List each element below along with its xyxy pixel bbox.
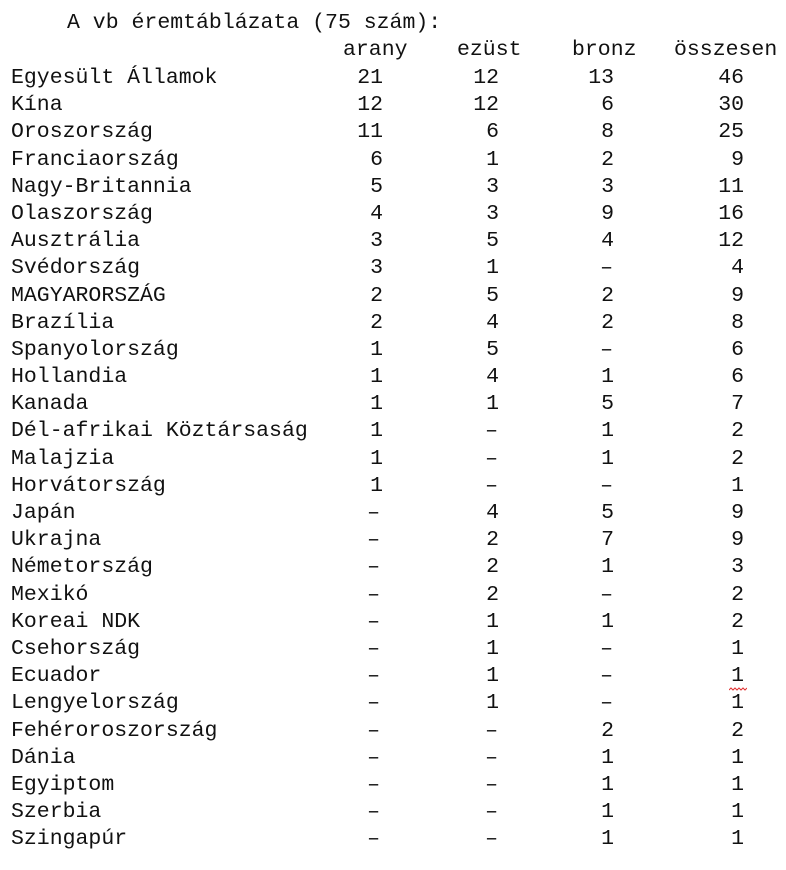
gold-count: –: [367, 745, 380, 770]
bronze-count: –: [600, 337, 613, 362]
table-row: [0, 527, 786, 554]
silver-count: –: [485, 446, 498, 471]
gold-count: 2: [370, 283, 383, 308]
table-row: [0, 228, 786, 255]
country-name: Mexikó: [11, 582, 89, 607]
country-name: Dánia: [11, 745, 76, 770]
table-row: [0, 255, 786, 282]
document-title: A vb éremtáblázata (75 szám):: [67, 11, 442, 35]
country-name: Dél-afrikai Köztársaság: [11, 419, 308, 444]
country-name: Horvátország: [11, 473, 166, 498]
gold-count: 21: [357, 66, 383, 90]
country-name: Japán: [11, 501, 76, 525]
total-count: 16: [718, 201, 744, 226]
country-name: Németország: [11, 555, 153, 580]
silver-count: –: [485, 419, 498, 444]
bronze-count: –: [600, 636, 613, 661]
total-count: 2: [731, 446, 744, 471]
bronze-count: –: [600, 256, 613, 281]
gold-count: 1: [370, 337, 383, 362]
bronze-count: 5: [601, 501, 614, 525]
silver-count: 6: [486, 120, 499, 145]
country-name: MAGYARORSZÁG: [11, 283, 166, 308]
table-row: [0, 609, 786, 636]
silver-count: 5: [486, 229, 499, 254]
table-row: [0, 337, 786, 364]
table-row: [0, 65, 786, 92]
silver-count: 1: [486, 609, 499, 634]
bronze-count: –: [600, 473, 613, 498]
total-count: 30: [718, 93, 744, 118]
silver-count: –: [485, 745, 498, 770]
table-row: [0, 446, 786, 473]
silver-count: –: [485, 827, 498, 852]
silver-count: 1: [486, 664, 499, 689]
gold-count: 3: [370, 229, 383, 254]
silver-count: 3: [486, 174, 499, 199]
country-name: Kína: [11, 93, 63, 118]
gold-count: 4: [370, 201, 383, 226]
gold-count: –: [367, 528, 380, 553]
gold-count: –: [367, 555, 380, 580]
silver-count: 1: [486, 256, 499, 281]
silver-count: –: [485, 772, 498, 797]
table-row: [0, 418, 786, 445]
bronze-count: 1: [601, 772, 614, 797]
country-name: Svédország: [11, 256, 141, 281]
total-count: 25: [718, 120, 744, 145]
country-name: Hollandia: [11, 365, 128, 390]
gold-count: 3: [370, 256, 383, 281]
table-row: [0, 690, 786, 717]
gold-count: 1: [370, 365, 383, 390]
silver-count: 4: [486, 365, 499, 390]
gold-count: 1: [370, 446, 383, 471]
total-count: 1: [731, 772, 744, 797]
table-row: [0, 745, 786, 772]
total-count: 46: [718, 66, 744, 90]
country-name: Spanyolország: [11, 337, 179, 362]
total-count: 2: [731, 582, 744, 607]
silver-count: 4: [486, 501, 499, 525]
gold-count: –: [367, 827, 380, 852]
country-name: Szerbia: [11, 800, 102, 825]
total-count: 12: [718, 229, 744, 254]
gold-count: 5: [370, 174, 383, 199]
country-name: Koreai NDK: [11, 609, 141, 634]
silver-count: 4: [486, 310, 499, 335]
table-row: [0, 772, 786, 799]
bronze-count: 1: [601, 365, 614, 390]
table-row: [0, 391, 786, 418]
country-name: Csehország: [11, 636, 141, 661]
total-count: 2: [731, 718, 744, 743]
gold-count: 1: [370, 473, 383, 498]
silver-count: 12: [473, 66, 499, 90]
country-name: Fehéroroszország: [11, 718, 218, 743]
header-total: összesen: [674, 38, 778, 62]
medal-rows: [0, 65, 786, 853]
silver-count: 1: [486, 147, 499, 172]
gold-count: –: [367, 636, 380, 661]
bronze-count: 1: [601, 419, 614, 444]
total-count: 2: [731, 609, 744, 634]
table-row: [0, 554, 786, 581]
bronze-count: 1: [601, 446, 614, 471]
country-name: Lengyelország: [11, 691, 179, 716]
total-count: 6: [731, 337, 744, 362]
table-row: [0, 582, 786, 609]
gold-count: –: [367, 772, 380, 797]
country-name: Malajzia: [11, 446, 115, 471]
total-count: 1: [731, 800, 744, 825]
gold-count: 12: [357, 93, 383, 118]
silver-count: 2: [486, 528, 499, 553]
bronze-count: 4: [601, 229, 614, 254]
country-name: Olaszország: [11, 201, 153, 226]
silver-count: 5: [486, 283, 499, 308]
table-row: [0, 119, 786, 146]
silver-count: 5: [486, 337, 499, 362]
gold-count: –: [367, 664, 380, 689]
total-count: 11: [718, 174, 744, 199]
bronze-count: –: [600, 691, 613, 716]
bronze-count: 2: [601, 283, 614, 308]
gold-count: –: [367, 609, 380, 634]
total-count: 1: [731, 827, 744, 852]
silver-count: 2: [486, 582, 499, 607]
bronze-count: –: [600, 664, 613, 689]
bronze-count: 13: [588, 66, 614, 90]
total-count: 1: [731, 636, 744, 661]
country-name: Ausztrália: [11, 229, 141, 254]
header-gold: arany: [343, 38, 408, 62]
silver-count: –: [485, 800, 498, 825]
country-name: Ecuador: [11, 664, 102, 689]
silver-count: 1: [486, 636, 499, 661]
total-count: 1: [731, 745, 744, 770]
total-count: 1: [731, 691, 744, 716]
total-count: 4: [731, 256, 744, 281]
bronze-count: 2: [601, 310, 614, 335]
total-count: 9: [731, 528, 744, 553]
bronze-count: 1: [601, 609, 614, 634]
table-row: [0, 636, 786, 663]
total-count: 9: [731, 147, 744, 172]
country-name: Egyiptom: [11, 772, 115, 797]
gold-count: –: [367, 501, 380, 525]
table-row: [0, 500, 786, 527]
total-count: 8: [731, 310, 744, 335]
country-name: Franciaország: [11, 147, 179, 172]
total-count: 6: [731, 365, 744, 390]
country-name: Oroszország: [11, 120, 153, 145]
country-name: Nagy-Britannia: [11, 174, 192, 199]
table-row: [0, 473, 786, 500]
table-row: [0, 92, 786, 119]
bronze-count: 8: [601, 120, 614, 145]
table-row: [0, 663, 786, 690]
country-name: Ukrajna: [11, 528, 102, 553]
bronze-count: 1: [601, 800, 614, 825]
table-row: [0, 201, 786, 228]
silver-count: 12: [473, 93, 499, 118]
gold-count: 1: [370, 392, 383, 417]
silver-count: 1: [486, 392, 499, 417]
total-count: 2: [731, 419, 744, 444]
total-count: 3: [731, 555, 744, 580]
silver-count: 2: [486, 555, 499, 580]
silver-count: –: [485, 718, 498, 743]
bronze-count: 2: [601, 147, 614, 172]
total-count: 9: [731, 501, 744, 525]
country-name: Szingapúr: [11, 827, 128, 852]
bronze-count: 1: [601, 745, 614, 770]
country-name: Kanada: [11, 392, 89, 417]
gold-count: 2: [370, 310, 383, 335]
silver-count: –: [485, 473, 498, 498]
bronze-count: 9: [601, 201, 614, 226]
bronze-count: 5: [601, 392, 614, 417]
total-count: 9: [731, 283, 744, 308]
gold-count: 6: [370, 147, 383, 172]
total-count: 1: [731, 664, 744, 689]
bronze-count: 3: [601, 174, 614, 199]
gold-count: 1: [370, 419, 383, 444]
silver-count: 1: [486, 691, 499, 716]
header-silver: ezüst: [457, 38, 522, 62]
country-name: Brazília: [11, 310, 115, 335]
gold-count: –: [367, 718, 380, 743]
bronze-count: 2: [601, 718, 614, 743]
table-row: [0, 799, 786, 826]
total-count: 7: [731, 392, 744, 417]
bronze-count: 1: [601, 827, 614, 852]
gold-count: –: [367, 582, 380, 607]
country-name: Egyesült Államok: [11, 66, 218, 90]
table-row: [0, 310, 786, 337]
gold-count: –: [367, 691, 380, 716]
table-row: [0, 283, 786, 310]
spellcheck-squiggle: [729, 686, 747, 692]
table-row: [0, 174, 786, 201]
bronze-count: 1: [601, 555, 614, 580]
table-row: [0, 364, 786, 391]
silver-count: 3: [486, 201, 499, 226]
header-bronze: bronz: [572, 38, 637, 62]
gold-count: 11: [357, 120, 383, 145]
bronze-count: 6: [601, 93, 614, 118]
gold-count: –: [367, 800, 380, 825]
table-row: [0, 826, 786, 853]
table-row: [0, 718, 786, 745]
bronze-count: 7: [601, 528, 614, 553]
bronze-count: –: [600, 582, 613, 607]
total-count: 1: [731, 473, 744, 498]
table-row: [0, 147, 786, 174]
